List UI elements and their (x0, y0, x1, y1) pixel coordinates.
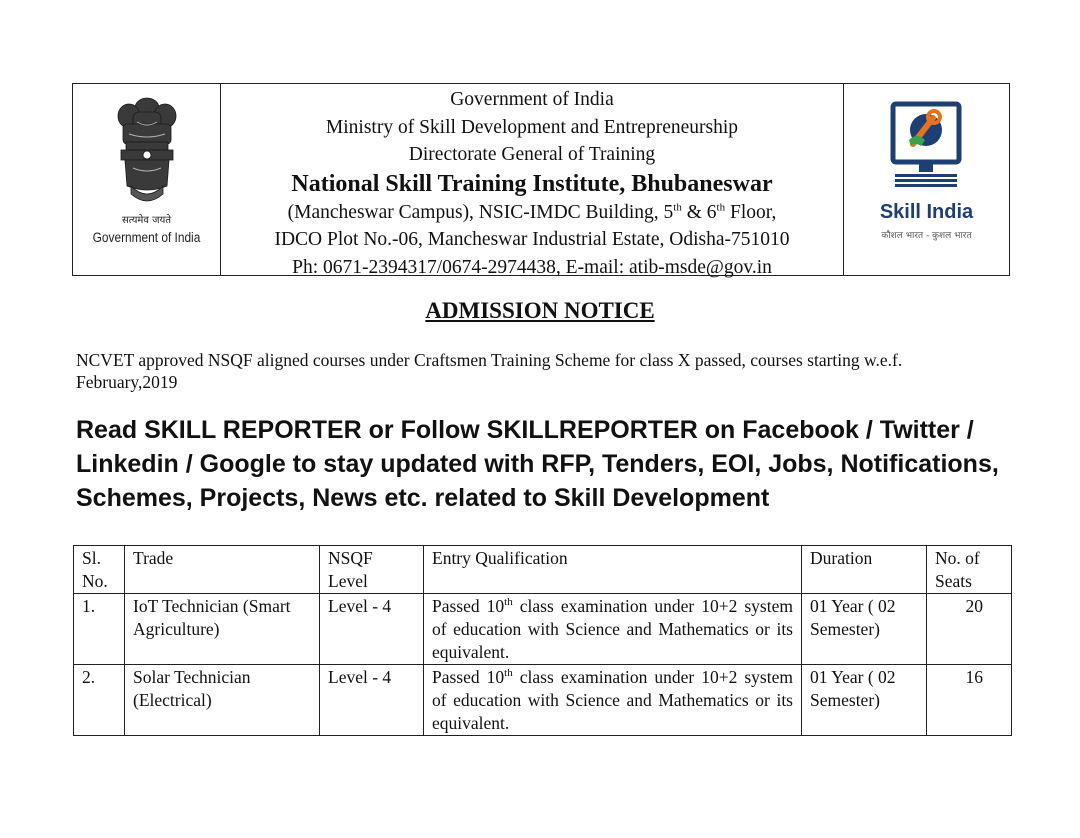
gov-line: Government of India (450, 89, 614, 110)
col-header-trade: Trade (125, 546, 320, 594)
directorate-line: Directorate General of Training (408, 144, 656, 165)
emblem-motto: सत्यमेव जयते (121, 215, 172, 226)
table-row (74, 594, 1012, 665)
cell-nsqf: Level - 4 (320, 594, 424, 665)
institute-name: National Skill Training Institute, Bhubaneswar (291, 170, 773, 197)
col-header-sl: Sl. No. (74, 546, 125, 594)
col-header-duration: Duration (802, 546, 927, 594)
col-header-qualification: Entry Qualification (424, 546, 802, 594)
cell-nsqf: Level - 4 (320, 665, 424, 736)
letterhead (72, 83, 1010, 276)
contact-line: Ph: 0671-2394317/0674-2974438, E-mail: atib-msde@gov.in (292, 256, 772, 278)
cell-duration: 01 Year ( 02 Semester) (802, 594, 927, 665)
skill-india-tagline: कौशल भारत - कुशल भारत (881, 231, 972, 241)
qual-part: class examination under 10+2 system of education with Science and Mathematics or its equivalent. (432, 596, 793, 662)
emblem-caption: Government of India (92, 230, 201, 245)
letterhead-text (221, 84, 843, 278)
cell-sl: 1. (74, 594, 125, 665)
promo-banner: Read SKILL REPORTER or Follow SKILLREPORTER on Facebook / Twitter / Linkedin / Google to stay updated with RFP, Tenders, EOI, Jobs, Notifications, Schemes, Projects, News etc. related to Skill Development (76, 416, 999, 512)
cell-trade: IoT Technician (Smart Agriculture) (125, 594, 320, 665)
emblem-cell (73, 84, 221, 275)
address-part: (Mancheswar Campus), NSIC-IMDC Building, 5 (287, 201, 674, 223)
cell-trade: Solar Technician (Electrical) (125, 665, 320, 736)
skill-india-wordmark: Skill India (879, 201, 974, 223)
notice-intro: NCVET approved NSQF aligned courses under Craftsmen Training Scheme for class X passed, courses starting w.e.f. February,2019 (76, 350, 903, 392)
ashoka-emblem-icon (113, 94, 181, 212)
cell-duration: 01 Year ( 02 Semester) (802, 665, 927, 736)
address-line-1 (221, 199, 843, 227)
superscript: th (504, 667, 513, 680)
address-part: & 6 (681, 201, 717, 223)
cell-qualification (424, 665, 802, 736)
address-line-2: IDCO Plot No.-06, Mancheswar Industrial Estate, Odisha-751010 (274, 229, 790, 250)
ministry-line: Ministry of Skill Development and Entrepreneurship (325, 116, 739, 138)
courses-table (73, 545, 1012, 736)
cell-seats: 20 (927, 594, 1012, 665)
table-header-row (74, 546, 1012, 594)
cell-sl: 2. (74, 665, 125, 736)
superscript: th (716, 201, 726, 213)
col-header-seats: No. of Seats (927, 546, 1012, 594)
skill-india-logo-icon (887, 100, 965, 196)
address-part: Floor, (725, 201, 777, 223)
cell-qualification (424, 594, 802, 665)
qual-part: class examination under 10+2 system of education with Science and Mathematics or its equivalent. (432, 667, 793, 733)
cell-seats: 16 (927, 665, 1012, 736)
table-row (74, 665, 1012, 736)
skill-india-cell (843, 84, 1009, 275)
superscript: th (504, 596, 513, 609)
qual-part: Passed 10 (432, 596, 505, 616)
notice-title: ADMISSION NOTICE (425, 298, 655, 323)
superscript: th (673, 201, 682, 213)
col-header-nsqf: NSQF Level (320, 546, 424, 594)
qual-part: Passed 10 (432, 667, 505, 687)
